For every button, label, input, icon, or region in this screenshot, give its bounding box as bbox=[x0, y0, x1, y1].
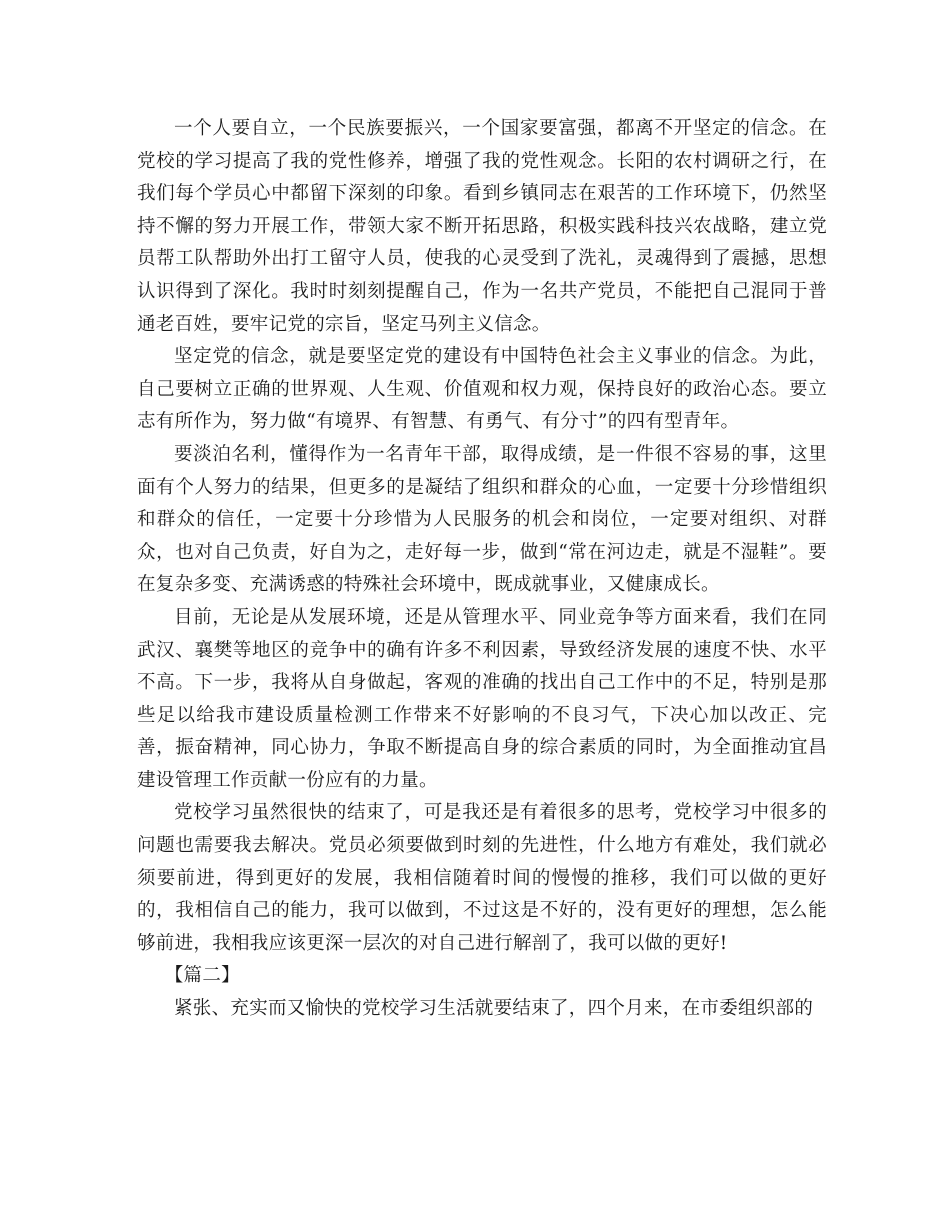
paragraph-5: 党校学习虽然很快的结束了，可是我还是有着很多的思考，党校学习中很多的问题也需要我去解决。党员必须要做到时刻的先进性，什么地方有难处，我们就必须要前进，得到更好的发展，我相信随着时间的慢慢的推移，我们可以做的更好的，我相信自己的能力，我可以做到，不过这是不好的，没有更好的理想，怎么能够前进，我相我应该更深一层次的对自己进行解剖了，我可以做的更好! bbox=[137, 802, 827, 954]
paragraph-6: 紧张、充实而又愉快的党校学习生活就要结束了，四个月来，在市委组织部的 bbox=[174, 998, 814, 1020]
paragraph-2: 坚定党的信念，就是要坚定党的建设有中国特色社会主义事业的信念。为此，自己要树立正确的世界观、人生观、价值观和权力观，保持良好的政治心态。要立志有所作为，努力做“有境界、有智慧、有勇气、有分寸”的四有型青年。 bbox=[137, 346, 827, 433]
document-body bbox=[137, 113, 827, 1026]
section-heading: 【篇二】 bbox=[164, 965, 240, 987]
paragraph-3: 要淡泊名利，懂得作为一名青年干部，取得成绩，是一件很不容易的事，这里面有个人努力的结果，但更多的是凝结了组织和群众的心血，一定要十分珍惜组织和群众的信任，一定要十分珍惜为人民服务的机会和岗位，一定要对组织、对群众，也对自己负责，好自为之，走好每一步，做到“常在河边走，就是不湿鞋”。要在复杂多变、充满诱惑的特殊社会环境中，既成就事业，又健康成长。 bbox=[137, 443, 827, 596]
paragraph-4: 目前，无论是从发展环境，还是从管理水平、同业竞争等方面来看，我们在同武汉、襄樊等地区的竞争中的确有许多不利因素，导致经济发展的速度不快、水平不高。下一步，我将从自身做起，客观的准确的找出自己工作中的不足，特别是那些足以给我市建设质量检测工作带来不好影响的不良习气，下决心加以改正、完善，振奋精神，同心协力，争取不断提高自身的综合素质的同时，为全面推动宜昌建设管理工作贡献一份应有的力量。 bbox=[137, 606, 827, 791]
paragraph-1: 一个人要自立，一个民族要振兴，一个国家要富强，都离不开坚定的信念。在党校的学习提高了我的党性修养，增强了我的党性观念。长阳的农村调研之行，在我们每个学员心中都留下深刻的印象。看到乡镇同志在艰苦的工作环境下，仍然坚持不懈的努力开展工作，带领大家不断开拓思路，积极实践科技兴农战略，建立党员帮工队帮助外出打工留守人员，使我的心灵受到了洗礼，灵魂得到了震撼，思想认识得到了深化。我时时刻刻提醒自己，作为一名共产党员，不能把自己混同于普通老百姓，要牢记党的宗旨，坚定马列主义信念。 bbox=[137, 118, 827, 335]
